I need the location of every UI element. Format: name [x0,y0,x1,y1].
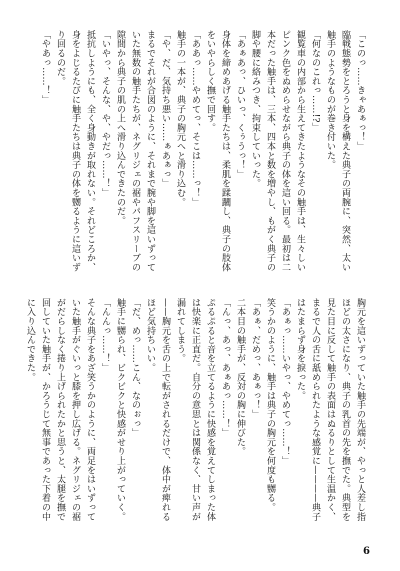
paragraph: 笑うかのように、触手は典子の胸元を何度も嬲る。 [265,298,275,512]
paragraph: 身体を締めあげる触手たちは、柔肌を蹂躙し、典子の肢体をいやらしく撫で回す。 [205,30,230,272]
paragraph: ——胸元を舌の上で転がされるだけで、体中が痺れるほど気持ちいい。 [145,298,170,522]
paragraph: 「何なのこれっ……!?」 [310,30,320,133]
paragraph: ぷるぷると音を立てるように快感を覚えてしまった体は快楽に正直だ。自分の意思とは関係なく、甘い声が漏れてしまう。 [175,298,215,522]
paragraph: 抵抗しようにも、全く身動きが取れない。それどころか、身をよじるたびに触手たちは典子の体を嬲るように這いずり回るのだ。 [55,30,95,272]
paragraph: 「あぁあっ、ひいっ、くぅうっ！」 [235,30,245,179]
paragraph: 臨戦態勢をとろうと身を構えた典子の両腕に、突然、太い触手のようなものが巻き付いた。 [325,30,350,272]
paragraph: 「やあっ……！」 [40,30,50,105]
paragraph: 「んっ、あっ、あぁあっ……！」 [220,298,230,438]
paragraph: 「あぁ、だめっ、あぁっ！」 [250,298,260,419]
paragraph: まるでそれが合図のように、それまで腕や脚を這いずっていた無数の触手たちが、ネグリジェの裾やパフスリーブの隙間から典子の肌の上へ滑り込んできたのだ。 [115,30,155,272]
paragraph: 「だ、めっ……こん、なのぉっ」 [130,298,140,438]
paragraph: 胸元を這いずっていた触手の先端が、やっと人差し指ほどの太さになり、典子の乳首の先を撫でた。典型を見た目に反して触手の表面はぬるりとして生温かく、まるで人の舌に舐められたような感覚に————典子はたまらず身を捩った。 [295,298,365,522]
paragraph: 「や、だ、気持ち悪い……ぁあぁっ」 [160,30,170,189]
paragraph: 「あぁっ……いやっ、やめてっ……！」 [280,298,290,466]
lower-text-block [27,298,367,530]
paragraph: 「いやっ、そんな、や、やだっ……！」 [100,30,110,198]
paragraph: 触手の一本が、典子の胸元へと滑り込む。 [175,30,185,207]
paragraph: 触手に嬲られ、ビクビクと快感がせり上がっていく。 [115,298,125,522]
paragraph: 「ああっ……やめてっ、そこは……っ！」 [190,30,200,207]
paragraph: 「んんっ……！」 [100,298,110,373]
paragraph: 二本目の触手が、反対の胸に伸びた。 [235,298,245,457]
paragraph: 観覧車の内部から生えてきたようなその触手は、生々しいピンク色をぬめらせながら典子の体を這い回る。最初は二本だった触手は、三本、四本と数を増やし、もがく典子の脚や腰に絡みつき、拘束していった。 [250,30,305,272]
paragraph: そんな典子をあざ笑うかのように、両足をはいずっていた触手がぐいっと膝を押し広げる。ネグリジェの裾がだらしなく捲り上げられたかと思うと、太腿を撫で回していた触手が、かろうじて無事であった下着の中に入り込んできた。 [25,298,95,522]
upper-text-block [27,30,367,280]
page-number: 6 [363,546,370,557]
paragraph: 「このっ……きゃあぁっ！」 [355,30,365,151]
